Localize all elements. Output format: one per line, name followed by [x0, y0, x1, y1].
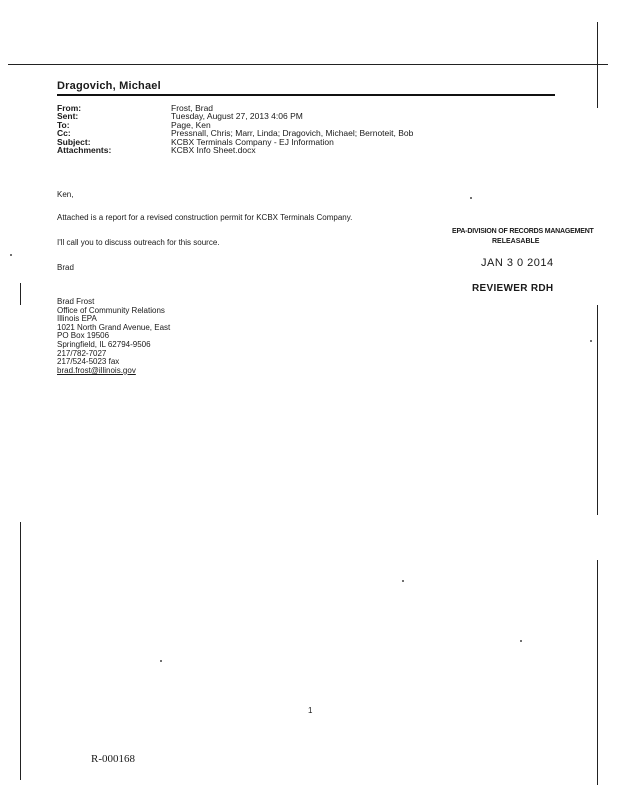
mailbox-owner-name: Dragovich, Michael [57, 80, 161, 92]
title-divider [57, 94, 555, 96]
scan-speck [160, 660, 162, 662]
records-stamp-reviewer: REVIEWER RDH [472, 283, 554, 294]
header-cc-value: Pressnall, Chris; Marr, Linda; Dragovich, Michael; Bernoteit, Bob [171, 128, 414, 139]
signature-email-link[interactable]: brad.frost@illinois.gov [57, 365, 136, 375]
scan-left-edge-upper [20, 283, 21, 305]
email-header-block [57, 104, 413, 154]
email-signature [57, 298, 170, 375]
email-body-line: I'll call you to discuss outreach for this source. [57, 238, 220, 247]
email-greeting: Ken, [57, 190, 74, 199]
signature-line: Brad Frost [57, 297, 95, 306]
bates-number: R-000168 [91, 753, 135, 765]
header-label: Sent: [57, 111, 79, 122]
records-stamp-status: RELEASABLE [492, 238, 540, 245]
signature-line: Illinois EPA [57, 314, 97, 324]
email-body-line: Attached is a report for a revised construction permit for KCBX Terminals Company. [57, 213, 353, 222]
header-label: Attachments: [57, 145, 112, 156]
signature-line: PO Box 19506 [57, 331, 110, 341]
scan-right-edge-lower [597, 305, 598, 515]
scan-right-edge [597, 22, 598, 108]
records-stamp-division: EPA-DIVISION OF RECORDS MANAGEMENT [452, 228, 594, 235]
header-subject-value: KCBX Terminals Company - EJ Information [171, 136, 334, 147]
scan-speck [590, 340, 592, 342]
signature-line: 217/782-7027 [57, 348, 107, 358]
header-sent-row [57, 112, 413, 120]
signature-line: Office of Community Relations [57, 305, 165, 315]
header-label: Subject: [57, 136, 91, 147]
header-attachments-row [57, 146, 413, 154]
scan-speck [470, 197, 472, 199]
email-closing: Brad [57, 263, 74, 272]
signature-line: 1021 North Grand Avenue, East [57, 322, 171, 332]
header-to-value: Page, Ken [171, 119, 211, 130]
scan-left-edge [20, 522, 21, 780]
scan-right-edge-bottom [597, 560, 598, 785]
header-label: To: [57, 119, 70, 130]
header-label: From: [57, 103, 82, 113]
signature-line: Springfield, IL 62794-9506 [57, 339, 151, 349]
header-attachments-value: KCBX Info Sheet.docx [171, 145, 256, 156]
header-from-value: Frost, Brad [171, 103, 214, 113]
scan-speck [520, 640, 522, 642]
signature-line: 217/524-5023 fax [57, 357, 120, 367]
header-sent-value: Tuesday, August 27, 2013 4:06 PM [171, 111, 303, 122]
page-number: 1 [308, 706, 313, 715]
header-label: Cc: [57, 128, 71, 139]
records-stamp-date: JAN 3 0 2014 [481, 257, 554, 269]
scan-speck [402, 580, 404, 582]
scan-top-rule [8, 64, 608, 65]
scan-speck [10, 254, 12, 256]
